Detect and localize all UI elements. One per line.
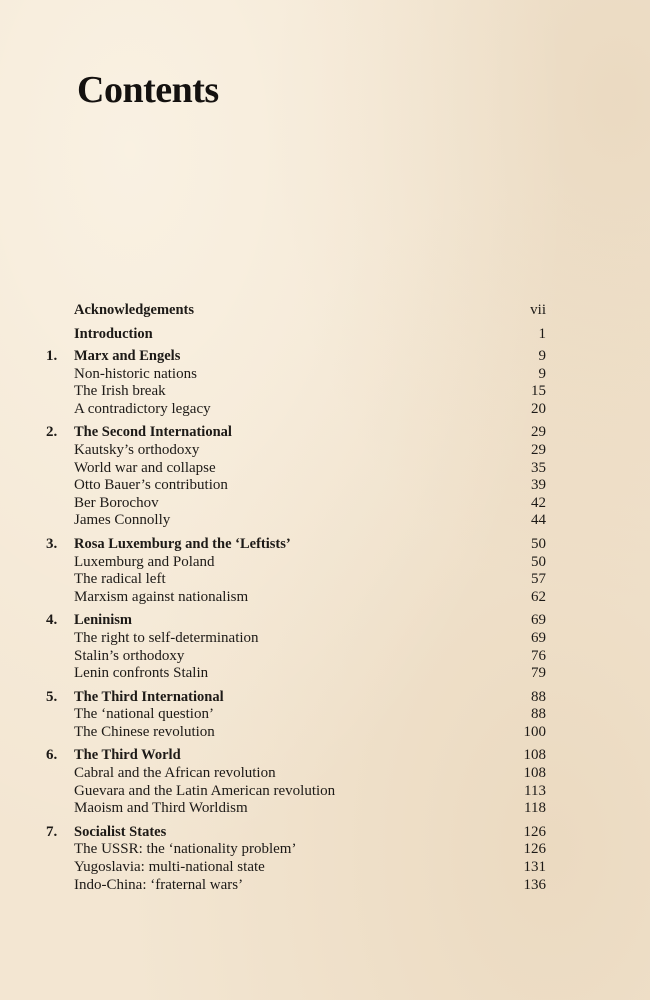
toc-chapter-title: Socialist States <box>74 823 167 840</box>
toc-section-entry <box>0 383 650 401</box>
toc-entry-label: World war and collapse <box>74 459 216 476</box>
toc-entry-page-number: 69 <box>531 629 546 646</box>
toc-chapter-heading <box>0 348 650 366</box>
toc-entry-label: Marxism against nationalism <box>74 588 249 605</box>
toc-entry-page-number: 69 <box>531 612 546 629</box>
toc-chapters <box>0 348 650 894</box>
toc-section-entry <box>0 783 650 801</box>
toc-entry-page-number: 50 <box>531 535 546 552</box>
toc-entry-page-number: 126 <box>523 823 546 840</box>
toc-entry-page-number: 50 <box>531 553 546 570</box>
toc-section-entry <box>0 877 650 895</box>
toc-entry-label: Introduction <box>74 326 153 342</box>
toc-section-entry <box>0 460 650 478</box>
toc-entry-label: The ‘national question’ <box>74 706 214 723</box>
toc-section-entry <box>0 477 650 495</box>
toc-entry-label: Guevara and the Latin American revolution <box>74 782 336 799</box>
toc-section-entry <box>0 495 650 513</box>
toc-section-entry <box>0 841 650 859</box>
toc-entry-label: Luxemburg and Poland <box>74 553 215 570</box>
toc-entry-page-number: 35 <box>531 459 546 476</box>
toc-entry-page-number: 9 <box>538 365 546 382</box>
toc-chapter-heading <box>0 612 650 630</box>
toc-entry-page-number: 100 <box>523 723 546 740</box>
toc-entry-page-number: 42 <box>531 494 546 511</box>
toc-entry-page-number: 62 <box>531 588 546 605</box>
toc-entry-label: A contradictory legacy <box>74 400 211 417</box>
toc-entry-label: The right to self-determination <box>74 629 259 646</box>
toc-entry-label: The USSR: the ‘nationality problem’ <box>74 841 297 858</box>
toc-chapter <box>0 747 650 817</box>
toc-section-entry <box>0 366 650 384</box>
toc-entry-page-number: 29 <box>531 424 546 441</box>
toc-entry-label: Indo-China: ‘fraternal wars’ <box>74 876 244 893</box>
toc-chapter-heading <box>0 536 650 554</box>
toc-section-entry <box>0 571 650 589</box>
toc-entry-page-number: 136 <box>523 876 546 893</box>
toc-entry-label: Lenin confronts Stalin <box>74 665 209 682</box>
toc-chapter-heading <box>0 747 650 765</box>
toc-entry-page-number: 108 <box>523 747 546 764</box>
toc-front-matter-entry <box>0 300 650 324</box>
toc-entry-page-number: 1 <box>538 326 546 342</box>
table-of-contents <box>0 300 650 894</box>
toc-entry-page-number: 113 <box>524 782 546 799</box>
toc-section-entry <box>0 401 650 419</box>
toc-chapter-number: 3. <box>46 535 58 552</box>
toc-section-entry <box>0 859 650 877</box>
toc-entry-label: The Irish break <box>74 383 166 400</box>
toc-chapter <box>0 424 650 530</box>
toc-section-entry <box>0 706 650 724</box>
toc-entry-page-number: 20 <box>531 400 546 417</box>
toc-chapter <box>0 536 650 606</box>
toc-chapter-title: The Third World <box>74 747 181 764</box>
toc-chapter <box>0 689 650 742</box>
toc-chapter-title: Rosa Luxemburg and the ‘Leftists’ <box>74 535 291 552</box>
toc-entry-label: Acknowledgements <box>74 302 195 318</box>
toc-entry-page-number: 118 <box>524 800 546 817</box>
toc-entry-page-number: 57 <box>531 571 546 588</box>
toc-section-entry <box>0 665 650 683</box>
toc-chapter-title: The Third International <box>74 688 224 705</box>
toc-entry-label: Cabral and the African revolution <box>74 765 276 782</box>
toc-entry-page-number: 9 <box>538 348 546 364</box>
toc-entry-label: James Connolly <box>74 512 171 529</box>
toc-entry-page-number: 39 <box>531 477 546 494</box>
toc-entry-label: Yugoslavia: multi-national state <box>74 859 265 876</box>
toc-section-entry <box>0 630 650 648</box>
toc-chapter-heading <box>0 424 650 442</box>
toc-chapter-title: The Second International <box>74 424 232 441</box>
toc-entry-page-number: 108 <box>523 765 546 782</box>
toc-entry-page-number: 126 <box>523 841 546 858</box>
toc-chapter-heading <box>0 824 650 842</box>
toc-chapter <box>0 348 650 418</box>
toc-chapter-number: 6. <box>46 747 58 764</box>
toc-entry-label: Non-historic nations <box>74 365 197 382</box>
toc-section-entry <box>0 765 650 783</box>
toc-chapter-number: 5. <box>46 688 58 705</box>
toc-section-entry <box>0 800 650 818</box>
toc-chapter-number: 4. <box>46 612 58 629</box>
toc-entry-label: Stalin’s orthodoxy <box>74 647 185 664</box>
toc-chapter-title: Leninism <box>74 612 133 629</box>
page-title: Contents <box>77 69 219 111</box>
toc-entry-label: Maoism and Third Worldism <box>74 800 248 817</box>
toc-entry-label: The radical left <box>74 571 166 588</box>
toc-chapter-number: 1. <box>46 348 58 364</box>
toc-entry-page-number: vii <box>530 302 546 318</box>
toc-section-entry <box>0 512 650 530</box>
toc-section-entry <box>0 554 650 572</box>
toc-chapter-number: 2. <box>46 424 58 441</box>
toc-chapter-title: Marx and Engels <box>74 348 181 364</box>
toc-entry-page-number: 44 <box>531 512 546 529</box>
toc-chapter-number: 7. <box>46 823 58 840</box>
toc-front-matter-entry <box>0 324 650 348</box>
toc-entry-label: The Chinese revolution <box>74 723 215 740</box>
toc-section-entry <box>0 724 650 742</box>
toc-chapter <box>0 612 650 682</box>
toc-entry-page-number: 79 <box>531 665 546 682</box>
toc-entry-page-number: 88 <box>531 688 546 705</box>
toc-section-entry <box>0 589 650 607</box>
toc-entry-page-number: 76 <box>531 647 546 664</box>
toc-section-entry <box>0 648 650 666</box>
toc-entry-page-number: 88 <box>531 706 546 723</box>
toc-entry-label: Ber Borochov <box>74 494 159 511</box>
toc-section-entry <box>0 442 650 460</box>
toc-entry-label: Otto Bauer’s contribution <box>74 477 228 494</box>
toc-chapter <box>0 824 650 894</box>
toc-chapter-heading <box>0 689 650 707</box>
toc-entry-page-number: 131 <box>523 859 546 876</box>
toc-entry-page-number: 15 <box>531 383 546 400</box>
toc-entry-label: Kautsky’s orthodoxy <box>74 441 200 458</box>
toc-entry-page-number: 29 <box>531 441 546 458</box>
